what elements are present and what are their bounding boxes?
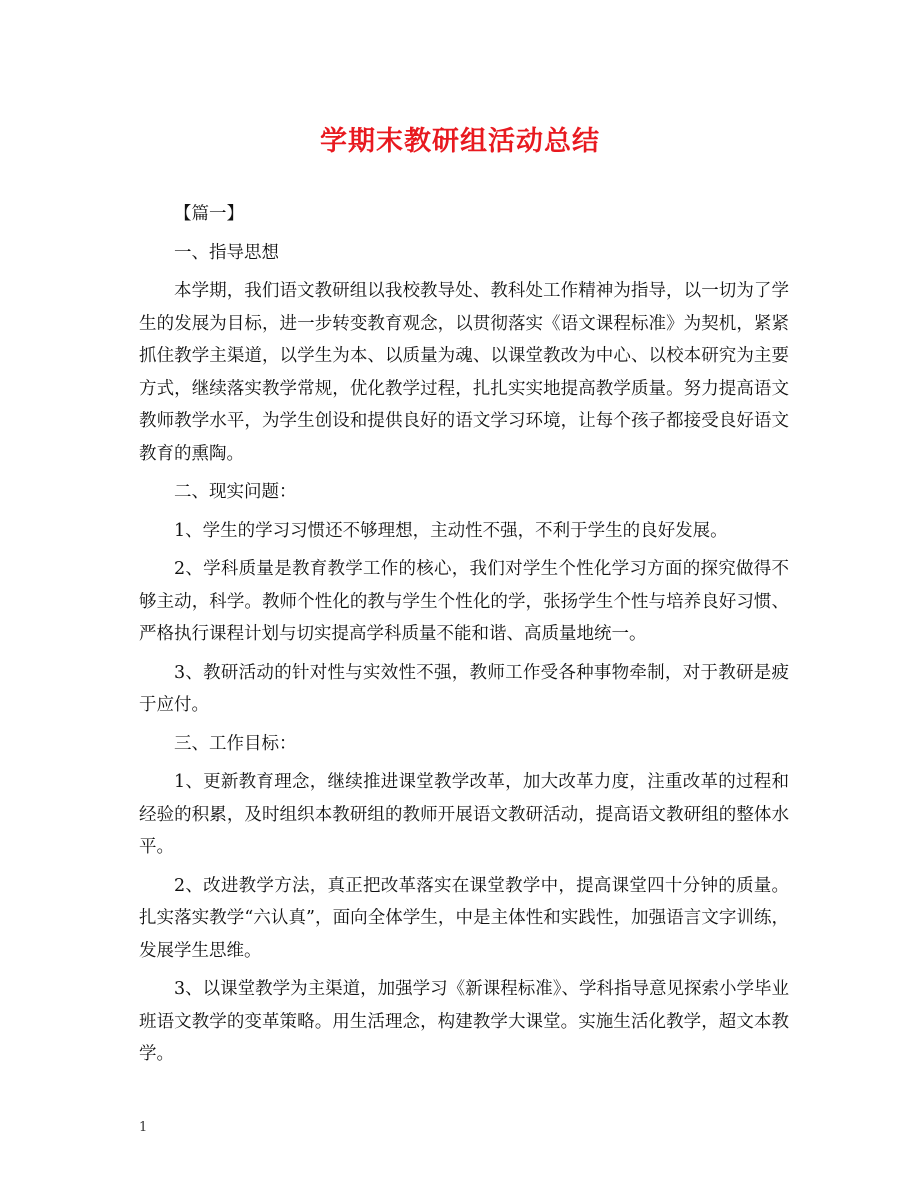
heading-current-problems: 二、现实问题： [174,482,297,502]
paragraph-guiding-thought: 本学期，我们语文教研组以我校教导处、教科处工作精神为指导，以一切为了学生的发展为目标，进一步转变教育观念，以贯彻落实《语文课程标准》为契机，紧紧抓住教学主渠道，以学生为本、以质量为魂、以课堂教改为中心、以校本研究为主要方式，继续落实教学常规，优化教学过程，扎扎实实地提高教学质量。努力提高语文教师教学水平，为学生创设和提供良好的语文学习环境，让每个孩子都接受良好语文教育的熏陶。 [139,281,789,464]
document-body [139,198,789,1077]
paragraph-problem-1: 1、学生的学习习惯还不够理想，主动性不强，不利于学生的良好发展。 [174,520,728,541]
paragraph-goal-3: 3、以课堂教学为主渠道，加强学习《新课程标准》、学科指导意见探索小学毕业班语文教学的变革策略。用生活理念，构建教学大课堂。实施生活化教学，超文本教学。 [139,979,789,1064]
page-number: 1 [139,1120,148,1135]
paragraph-problem-3: 3、教研活动的针对性与实效性不强，教师工作受各种事物牵制，对于教研是疲于应付。 [139,662,789,715]
section-label: 【篇一】 [174,204,244,224]
paragraph-problem-2: 2、学科质量是教育教学工作的核心，我们对学生个性化学习方面的探究做得不够主动，科学。教师个性化的教与学生个性化的学，张扬学生个性与培养良好习惯、严格执行课程计划与切实提高学科质量不能和谐、高质量地统一。 [139,559,789,644]
paragraph-goal-2: 2、改进教学方法，真正把改革落实在课堂教学中，提高课堂四十分钟的质量。扎实落实教学“六认真”，面向全体学生，中是主体性和实践性，加强语言文字训练，发展学生思维。 [139,875,789,961]
paragraph-goal-1: 1、更新教育理念，继续推进课堂教学改革，加大改革力度，注重改革的过程和经验的积累，及时组织本教研组的教师开展语文教研活动，提高语文教研组的整体水平。 [139,772,789,857]
heading-work-goals: 三、工作目标： [174,733,297,754]
document-title: 学期末教研组活动总结 [320,126,600,157]
heading-guiding-thought: 一、指导思想 [174,242,279,263]
